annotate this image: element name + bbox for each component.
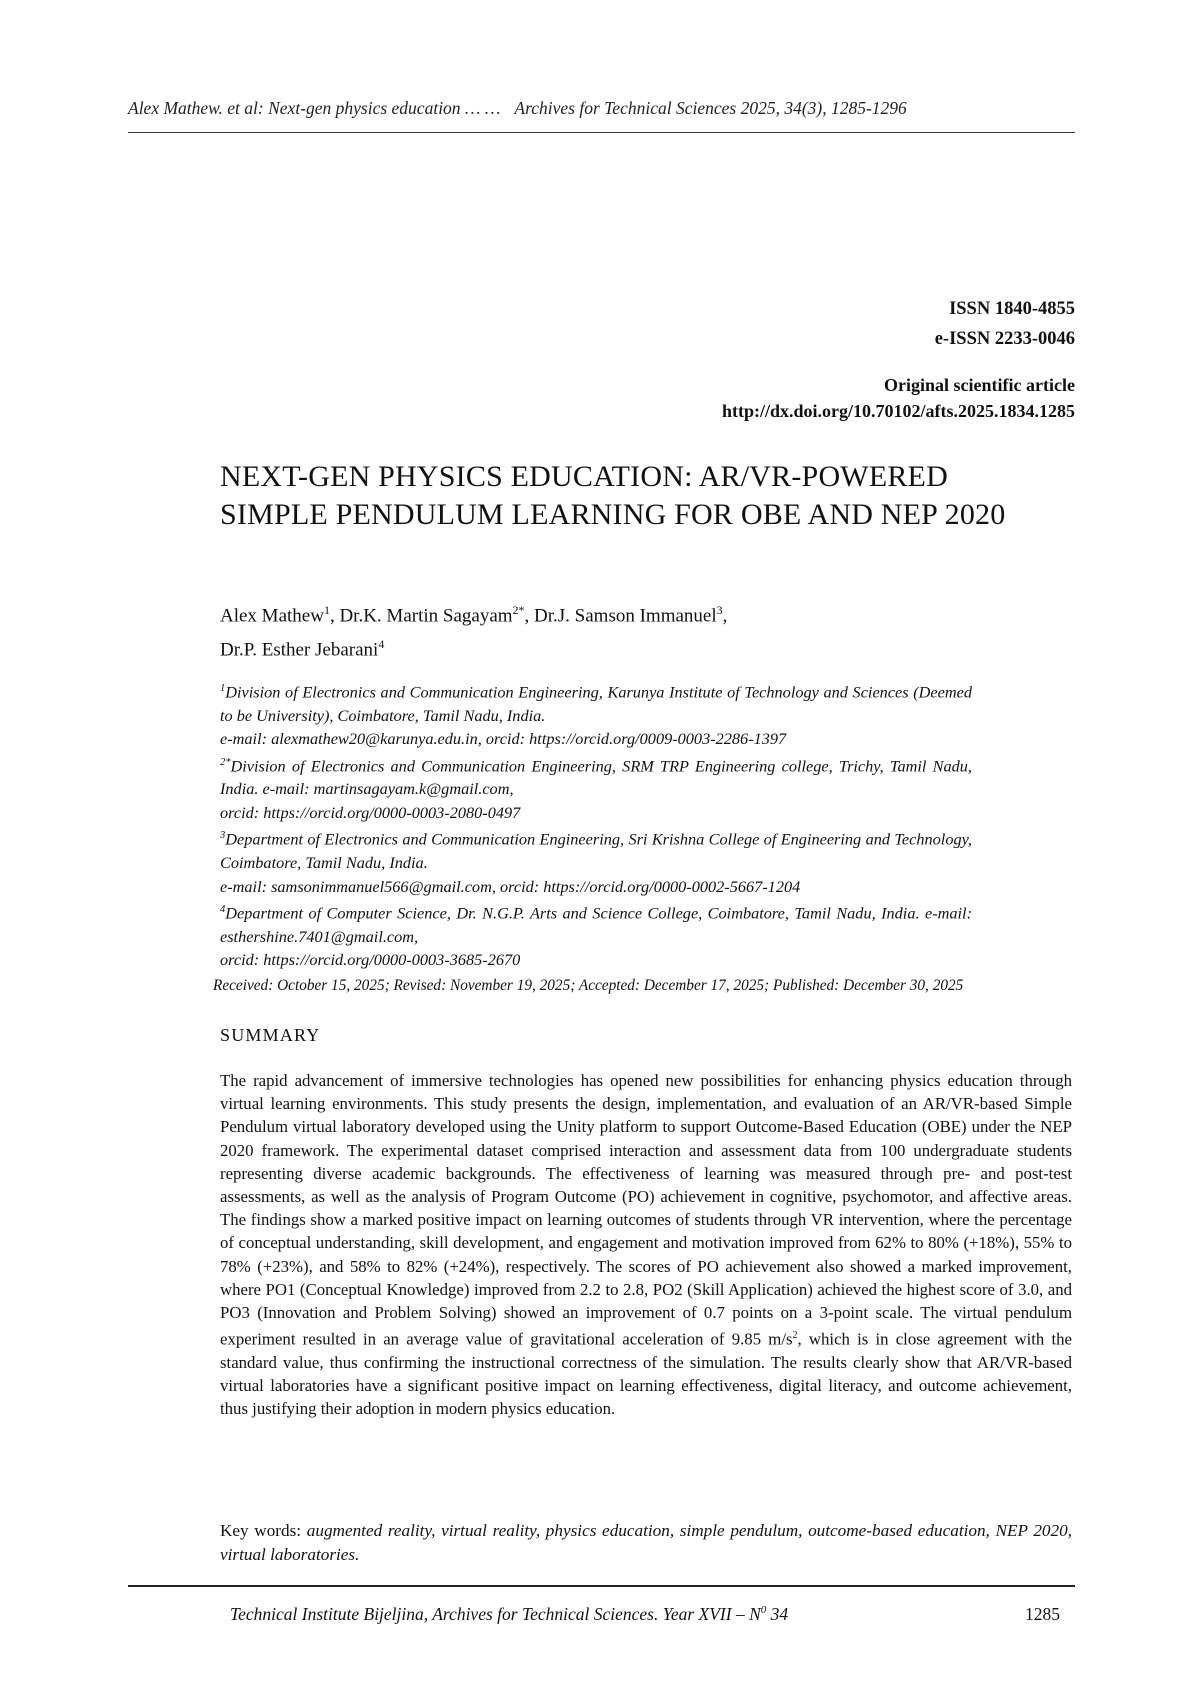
- article-type: Original scientific article: [884, 375, 1075, 395]
- author-separator: ,: [329, 605, 340, 627]
- affiliation-3: [220, 824, 972, 874]
- author-separator: ,: [722, 605, 728, 627]
- abstract-text-continued: , which is in close agreement with the standard value, thus confirming the instructional correctness of the simulation. The results clearly show that AR/VR-based virtual laboratories have a significant positive impact on learning effectiveness, digital literacy, and outcome achievement, thus justifying their adoption in modern physics education.: [220, 1329, 1072, 1419]
- affiliation-contact: e-mail: samsonimmanuel566@gmail.com, orcid: https://orcid.org/0000-0002-5667-1204: [220, 876, 801, 896]
- running-head-journal: Archives for Technical Sciences 2025, 34(3), 1285-1296: [514, 98, 907, 118]
- affiliation-4: [220, 898, 972, 948]
- page-number: 1285: [1025, 1604, 1060, 1624]
- author-affiliation-mark: 3: [716, 603, 723, 617]
- paper-title: NEXT-GEN PHYSICS EDUCATION: AR/VR-POWERED SIMPLE PENDULUM LEARNING FOR OBE AND NEP 2020: [220, 460, 1006, 531]
- summary-heading: SUMMARY: [220, 1025, 321, 1045]
- author-name: Dr.K. Martin Sagayam: [339, 605, 513, 627]
- page-footer: [230, 1604, 1060, 1625]
- keywords: [220, 1519, 1072, 1567]
- affiliation-text: Division of Electronics and Communication Engineering, SRM TRP Engineering college, Trichy, Tamil Nadu, India. e-mail: martinsagayam.k@gmail.com,: [220, 756, 972, 799]
- affiliation-2: [220, 751, 972, 801]
- affiliation-text: Department of Computer Science, Dr. N.G.P. Arts and Science College, Coimbatore, Tamil Nadu, India. e-mail: esthershine.7401@gmail.com,: [220, 903, 972, 946]
- author-affiliation-mark: 1: [323, 603, 330, 617]
- affiliation-contact: e-mail: alexmathew20@karunya.edu.in, orcid: https://orcid.org/0009-0003-2286-1397: [220, 729, 787, 749]
- footer-journal: Technical Institute Bijeljina, Archives for Technical Sciences. Year XVII – N: [230, 1604, 761, 1624]
- footer-rule: [128, 1585, 1075, 1587]
- affiliation-text: Division of Electronics and Communication Engineering, Karunya Institute of Technology and Sciences (Deemed to be University), Coimbatore, Tamil Nadu, India.: [220, 682, 972, 725]
- abstract-superscript: 2: [792, 1330, 798, 1342]
- footer-superscript: 0: [760, 1604, 767, 1617]
- author-affiliation-mark: 2*: [512, 603, 525, 617]
- publication-dates: Received: October 15, 2025; Revised: November 19, 2025; Accepted: December 17, 2025; Published: December 30, 2025: [213, 977, 964, 994]
- doi-link[interactable]: http://dx.doi.org/10.70102/afts.2025.1834.1285: [721, 401, 1075, 421]
- abstract-text: The rapid advancement of immersive technologies has opened new possibilities for enhancing physics education through virtual learning environments. This study presents the design, implementation, and evaluation of an AR/VR-based Simple Pendulum virtual laboratory developed using the Unity platform to support Outcome-Based Education (OBE) under the NEP 2020 framework. The experimental dataset comprised interaction and assessment data from 100 undergraduate students representing diverse academic backgrounds. The effectiveness of learning was measured through pre- and post-test assessments, as well as the analysis of Program Outcome (PO) achievement in cognitive, psychomotor, and affective areas. The findings show a marked positive impact on learning outcomes of students through VR intervention, where the percentage of conceptual understanding, skill development, and engagement and motivation improved from 62% to 80% (+18%), 55% to 78% (+23%), and 58% to 82% (+24%), respectively. The scores of PO achievement also showed a marked improvement, where PO1 (Conceptual Knowledge) improved from 2.2 to 2.8, PO2 (Skill Application) achieved the highest score of 3.0, and PO3 (Innovation and Problem Solving) showed an improvement of 0.7 points on a 3-point scale. The virtual pendulum experiment resulted in an average value of gravitational acceleration of 9.85 m/s: [220, 1071, 1072, 1349]
- header-rule: [128, 132, 1075, 133]
- author-name: Dr.J. Samson Immanuel: [534, 605, 717, 627]
- author-affiliation-mark: 4: [378, 637, 385, 652]
- footer-issue: 34: [766, 1604, 789, 1624]
- keywords-label: Key words:: [220, 1521, 302, 1540]
- affiliation-mark: 3: [220, 830, 226, 842]
- author-name: Dr.P. Esther Jebarani: [220, 639, 379, 661]
- affiliation-mark: 2*: [220, 756, 231, 768]
- article-meta: [722, 372, 1075, 424]
- abstract: [220, 1069, 1072, 1421]
- affiliation-contact: orcid: https://orcid.org/0000-0003-2080-0497: [220, 802, 521, 822]
- affiliation-1: [220, 677, 972, 727]
- author-list: [220, 596, 1000, 665]
- affiliation-mark: 1: [220, 683, 226, 694]
- affiliation-mark: 4: [220, 903, 226, 915]
- issn-block: [935, 294, 1075, 354]
- issn: ISSN 1840-4855: [949, 299, 1075, 319]
- author-name: Alex Mathew: [220, 605, 324, 627]
- author-separator: ,: [524, 605, 535, 627]
- running-head-author: Alex Mathew. et al: Next-gen physics education … …: [128, 98, 501, 118]
- keywords-list: augmented reality, virtual reality, physics education, simple pendulum, outcome-based education, NEP 2020, virtual laboratories.: [220, 1521, 1073, 1564]
- running-head: [128, 98, 1075, 119]
- affiliations: [220, 677, 972, 972]
- affiliation-text: Department of Electronics and Communication Engineering, Sri Krishna College of Engineering and Technology, Coimbatore, Tamil Nadu, India.: [220, 829, 972, 873]
- eissn: e-ISSN 2233-0046: [934, 329, 1075, 349]
- affiliation-contact: orcid: https://orcid.org/0000-0003-3685-2670: [220, 950, 521, 970]
